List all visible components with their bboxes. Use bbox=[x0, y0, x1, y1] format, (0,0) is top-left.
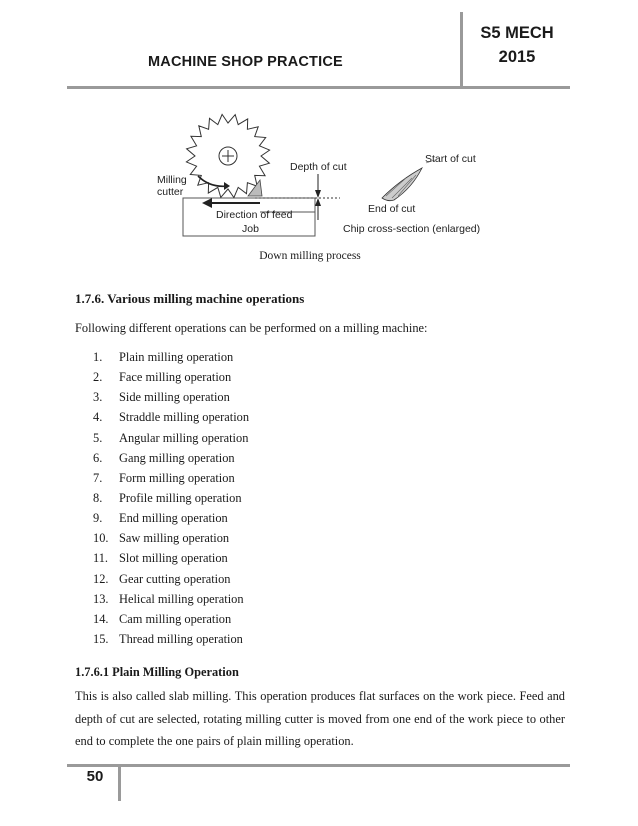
list-item-text: Cam milling operation bbox=[119, 611, 232, 626]
document-title: MACHINE SHOP PRACTICE bbox=[148, 54, 343, 70]
list-item-number: 6. bbox=[93, 450, 103, 465]
list-item-text: Side milling operation bbox=[119, 390, 230, 405]
header-divider-vertical bbox=[460, 12, 463, 86]
section-intro: Following different operations can be performed on a milling machine: bbox=[75, 321, 428, 335]
list-item-text: Face milling operation bbox=[119, 370, 232, 385]
section-heading: 1.7.6. Various milling machine operations bbox=[75, 291, 305, 306]
list-item-number: 13. bbox=[93, 591, 109, 606]
list-item-number: 12. bbox=[93, 571, 109, 586]
list-item-number: 1. bbox=[93, 350, 103, 364]
figure-caption: Down milling process bbox=[259, 250, 361, 262]
down-milling-figure bbox=[150, 108, 490, 244]
list-item-number: 8. bbox=[93, 490, 103, 505]
list-item-number: 15. bbox=[93, 631, 109, 646]
list-item-number: 7. bbox=[93, 470, 103, 485]
label-end-of-cut: End of cut bbox=[368, 203, 416, 215]
label-chip-cross-section: Chip cross-section (enlarged) bbox=[343, 223, 481, 235]
subsection-paragraph bbox=[75, 685, 565, 753]
label-milling-cutter-2: cutter bbox=[157, 186, 184, 198]
label-depth-of-cut: Depth of cut bbox=[290, 161, 347, 173]
list-item-text: Angular milling operation bbox=[119, 430, 249, 445]
subsection-heading: 1.7.6.1 Plain Milling Operation bbox=[75, 665, 239, 679]
course-year: 2015 bbox=[498, 48, 536, 66]
depth-arrow-down bbox=[315, 190, 321, 198]
list-item-text: Gear cutting operation bbox=[119, 571, 231, 586]
paragraph-line: This is also called slab milling. This operation produces flat surfaces on the work piece. Feed and bbox=[75, 689, 565, 703]
footer-divider-vertical bbox=[118, 767, 121, 801]
label-direction-of-feed: Direction of feed bbox=[216, 209, 293, 221]
list-item-text: End milling operation bbox=[119, 511, 228, 526]
list-item-text: Thread milling operation bbox=[119, 631, 243, 646]
list-item-text: Gang milling operation bbox=[119, 450, 235, 465]
paragraph-line: end to complete the one pairs of plain milling operation. bbox=[75, 734, 354, 749]
list-item-text: Form milling operation bbox=[119, 470, 235, 485]
list-item-text: Helical milling operation bbox=[119, 591, 244, 606]
list-item-text: Straddle milling operation bbox=[119, 410, 250, 425]
header-course-block bbox=[472, 21, 562, 69]
list-item-text: Slot milling operation bbox=[119, 551, 228, 566]
chip-cross-section bbox=[382, 168, 422, 201]
page-number: 50 bbox=[86, 768, 104, 785]
footer-divider bbox=[67, 764, 570, 767]
course-label: S5 MECH bbox=[480, 24, 554, 42]
paragraph-line: depth of cut are selected, rotating milling cutter is moved from one end of the work piece to other bbox=[75, 711, 565, 726]
list-item-text: Plain milling operation bbox=[119, 350, 234, 364]
list-item-number: 2. bbox=[93, 370, 103, 385]
list-item-number: 14. bbox=[93, 611, 109, 626]
list-item-number: 5. bbox=[93, 430, 103, 445]
list-item-text: Profile milling operation bbox=[119, 490, 242, 505]
list-item-number: 3. bbox=[93, 390, 103, 405]
label-milling-cutter: Milling bbox=[157, 174, 187, 186]
list-item-number: 10. bbox=[93, 531, 109, 546]
list-item-number: 9. bbox=[93, 511, 103, 526]
list-item-number: 11. bbox=[93, 551, 109, 566]
list-item-number: 4. bbox=[93, 410, 103, 425]
depth-arrow-up bbox=[315, 198, 321, 206]
list-item-text: Saw milling operation bbox=[119, 531, 230, 546]
label-start-of-cut: Start of cut bbox=[425, 153, 476, 165]
header-divider bbox=[67, 86, 570, 89]
label-job: Job bbox=[242, 223, 259, 235]
